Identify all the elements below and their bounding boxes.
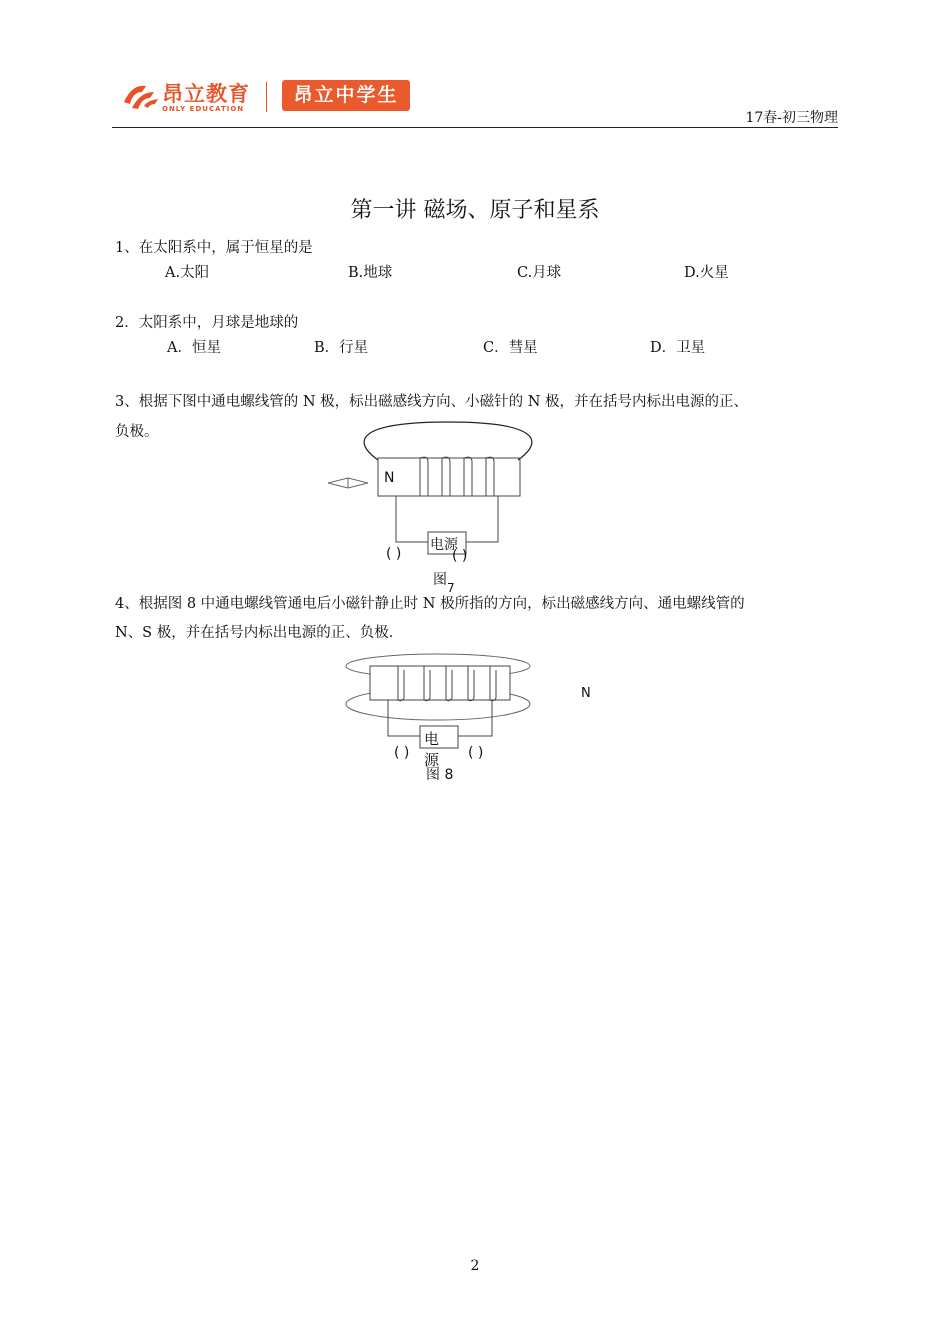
figure-2-solenoid	[340, 648, 620, 788]
figure-2-bracket-left: ( )	[394, 745, 410, 761]
page-number: 2	[470, 1258, 480, 1274]
figure-1-caption-overlap: 7	[447, 581, 455, 595]
question-2-option-b: B．行星	[314, 340, 369, 356]
brand-name-en: ONLY EDUCATION	[162, 105, 245, 113]
figure-2-caption: 图 8	[426, 767, 454, 783]
header-rule	[112, 127, 838, 128]
figure-1-source-label: 电源	[430, 537, 458, 553]
figure-2-bracket-right: ( )	[468, 745, 484, 761]
question-2-stem: 2．太阳系中，月球是地球的	[115, 315, 299, 331]
logo-divider	[266, 82, 267, 112]
figure-2-drawing	[340, 648, 620, 788]
course-label: 17春-初三物理	[745, 110, 838, 126]
question-1-option-a: A.太阳	[165, 265, 210, 281]
question-1-stem: 1、在太阳系中，属于恒星的是	[115, 240, 313, 256]
question-4-stem-line2: N、S 极，并在括号内标出电源的正、负极．	[115, 625, 404, 641]
question-3-stem-line1: 3、根据下图中通电螺线管的 N 极，标出磁感线方向、小磁针的 N 极，并在括号内标出电源的正、	[115, 394, 749, 410]
question-1-option-c: C.月球	[517, 265, 562, 281]
question-2-option-d: D．卫星	[650, 340, 706, 356]
brand-name-zh: 昂立教育	[162, 82, 250, 106]
figure-1-solenoid	[320, 420, 560, 595]
brand-badge: 昂立中学生	[282, 80, 410, 111]
question-3-stem-line2: 负极。	[115, 424, 159, 440]
brand-mark-icon	[120, 80, 160, 112]
question-4-stem-line1: 4、根据图 8 中通电螺线管通电后小磁针静止时 N 极所指的方向，标出磁感线方向、通电螺线管的	[115, 596, 745, 612]
page-title: 第一讲 磁场、原子和星系	[350, 198, 600, 223]
figure-1-pole-label: N	[384, 470, 395, 486]
question-1-option-b: B.地球	[348, 265, 393, 281]
question-1-option-d: D.火星	[684, 265, 729, 281]
figure-1-drawing	[320, 420, 560, 590]
figure-1-caption: 图	[433, 572, 447, 588]
question-2-option-c: C．彗星	[483, 340, 538, 356]
brand-logo	[120, 76, 420, 116]
question-2-option-a: A．恒星	[167, 340, 221, 356]
figure-1-bracket-left: ( )	[386, 546, 402, 562]
figure-1-bracket-right: ( )	[452, 548, 468, 564]
figure-2-source-char2: 源	[424, 751, 440, 769]
figure-2-source-char1: 电	[424, 730, 440, 748]
figure-2-needle-label: N	[581, 686, 591, 701]
